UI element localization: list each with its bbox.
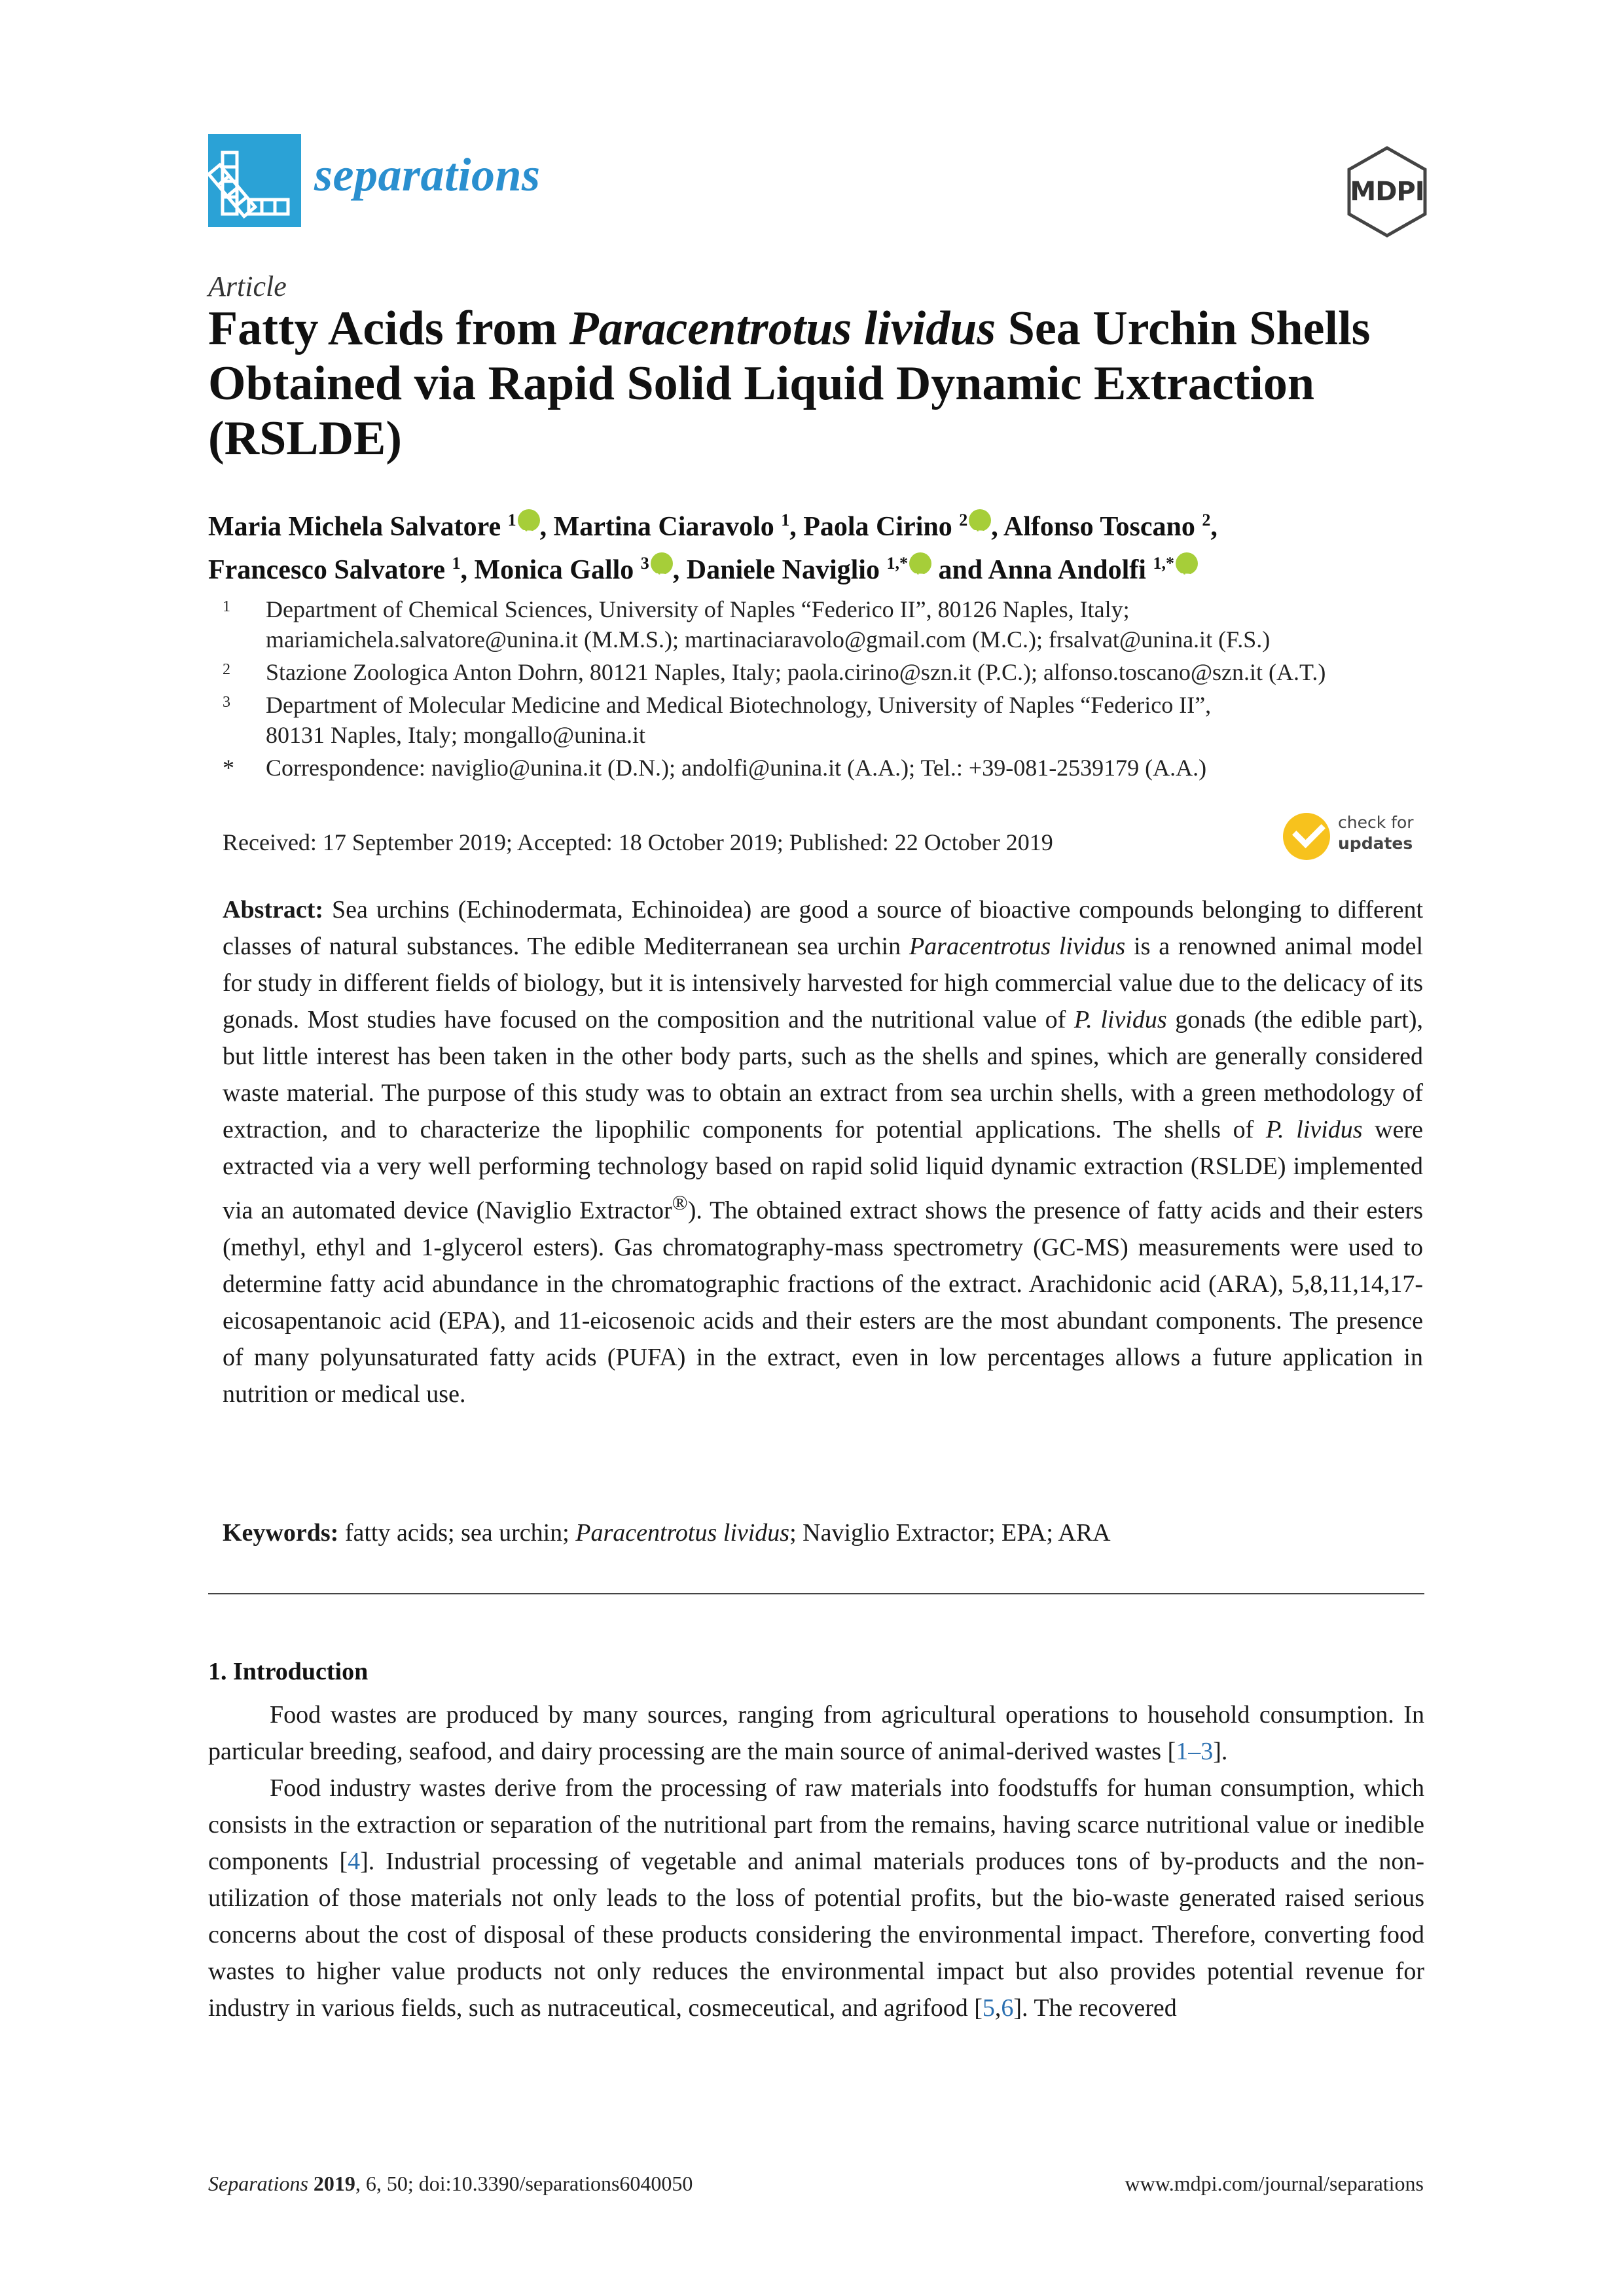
abstract-text: gonads (the edible part), but little interest has been taken in the other body parts, such as the shells and spines, which are generally considered waste material. The purpose of this study was to obtain an extract from sea urchin shells, with a green methodology of extraction, and to characterize the lipophilic components for potential applications. The shells of [223, 1006, 1424, 1143]
text: , [994, 1994, 1001, 2022]
author-name[interactable]: Anna Andolfi [988, 555, 1146, 585]
footer-citation [208, 2172, 693, 2196]
orcid-icon[interactable] [651, 552, 673, 575]
affiliation-number: 3 [223, 694, 230, 711]
abstract-text: were extracted via a very well performing technology based on rapid solid liquid dynamic extraction (RSLDE) implemented via an automated device (Naviglio Extractor [223, 1116, 1424, 1225]
author-affiliation-sup: 2 [1202, 511, 1211, 529]
title-part: Sea Urchin Shells Obtained via Rapid Solid Liquid Dynamic Extraction (RSLDE) [208, 302, 1371, 465]
check-for-updates-label: check for [1338, 813, 1414, 832]
affiliation-line: Correspondence: naviglio@unina.it (D.N.); andolfi@unina.it (A.A.); Tel.: +39-081-2539179 (A.A.) [266, 755, 1207, 781]
affiliation-item [223, 690, 1466, 750]
author-affiliation-sup: 1 [452, 554, 461, 573]
author-affiliation-sup: 1,* [886, 554, 908, 573]
keywords-text: ; Naviglio Extractor; EPA; ARA [789, 1519, 1111, 1547]
paragraph [208, 1696, 1424, 1770]
introduction-body [208, 1696, 1424, 2026]
article-type: Article [208, 270, 287, 302]
author-name[interactable]: Paola Cirino [803, 512, 952, 542]
mdpi-logo-text: MDPI [1350, 177, 1424, 207]
orcid-icon[interactable] [1176, 552, 1198, 575]
author-affiliation-sup: 1 [507, 511, 516, 529]
affiliation-number: 2 [223, 661, 230, 678]
text: ]. [1213, 1738, 1228, 1765]
text: Food industry wastes derive from the processing of raw materials into foodstuffs for human consumption, which consists in the extraction or separation of the nutritional part from the remains, having scarce nutritional value or inedible components [ [208, 1774, 1424, 1875]
footer-journal: Separations [208, 2172, 308, 2195]
abstract-text: is a renowned animal model for study in different fields of biology, but it is intensively harvested for high commercial value due to the delicacy of its gonads. Most studies have focused on the composition and the nutritional value of [223, 933, 1423, 1033]
publication-dates: Received: 17 September 2019; Accepted: 18 October 2019; Published: 22 October 2019 [223, 829, 1053, 855]
author-name[interactable]: Monica Gallo [474, 555, 634, 585]
author-name[interactable]: Maria Michela Salvatore [208, 512, 501, 542]
authors-and: and [938, 555, 983, 585]
author-list: Maria Michela Salvatore $^1$iD , Martina Ciaravolo $^1$, Paola Cirino $^2$iD , Alfonso Toscano $^2$, Francesco Salvatore $^1$, Monica Gallo $^3$iD , Daniele Naviglio $^{1,*}$iD and Anna Andolfi $^{1,*}$iD [208, 505, 1452, 592]
affiliation-line: Stazione Zoologica Anton Dohrn, 80121 Naples, Italy; paola.cirino@szn.it (P.C.); alfonso.toscano@szn.it (A.T.) [266, 659, 1326, 685]
affiliation-item [223, 753, 1466, 783]
orcid-icon[interactable] [909, 552, 931, 575]
footer-year: 2019 [308, 2172, 355, 2195]
footer-doi[interactable]: , 6, 50; doi:10.3390/separations6040050 [355, 2172, 693, 2195]
affiliation-line: Department of Molecular Medicine and Medical Biotechnology, University of Naples “Federico II”, [266, 692, 1212, 718]
keywords-text: fatty acids; sea urchin; [338, 1519, 576, 1547]
affiliations [223, 594, 1466, 785]
text: ]. The recovered [1013, 1994, 1177, 2022]
abstract [223, 891, 1423, 1412]
keywords-label: Keywords: [223, 1519, 339, 1547]
abstract-species: P. lividus [1265, 1116, 1363, 1143]
check-icon [1283, 813, 1330, 860]
affiliation-item [223, 594, 1466, 655]
footer-url[interactable]: www.mdpi.com/journal/separations [1125, 2172, 1424, 2195]
paragraph [208, 1770, 1424, 2026]
affiliation-number: * [223, 755, 234, 781]
affiliation-line: mariamichela.salvatore@unina.it (M.M.S.); martinaciaravolo@gmail.com (M.C.); frsalvat@unina.it (F.S.) [266, 626, 1271, 653]
author-affiliation-sup: 1 [781, 511, 790, 529]
section-divider [208, 1593, 1424, 1594]
abstract-species: P. lividus [1074, 1006, 1167, 1033]
title-part: Fatty Acids from [208, 302, 569, 355]
check-for-updates-button[interactable] [1283, 810, 1440, 863]
author-affiliation-sup: 2 [959, 511, 968, 529]
article-title [208, 301, 1452, 466]
journal-logo-icon [208, 134, 301, 227]
affiliation-number: 1 [223, 598, 230, 615]
author-name[interactable]: Alfonso Toscano [1003, 512, 1195, 542]
section-heading: 1. Introduction [208, 1658, 369, 1685]
citation-link[interactable]: 5 [982, 1994, 995, 2022]
text: ]. Industrial processing of vegetable and animal materials produces tons of by-products and the non-utilization of those materials not only leads to the loss of potential profits, but the bio-waste generated raised serious concerns about the cost of disposal of these products considering the environmental impact. Therefore, converting food wastes to higher value products not only reduces the environmental impact but also provides potential revenue for industry in various fields, such as nutraceutical, cosmeceutical, and agrifood [ [208, 1848, 1424, 2022]
abstract-label: Abstract: [223, 896, 324, 924]
keywords-species: Paracentrotus lividus [575, 1519, 790, 1547]
author-name[interactable]: Francesco Salvatore [208, 555, 445, 585]
mdpi-logo[interactable] [1345, 145, 1429, 238]
affiliation-item [223, 657, 1466, 687]
title-species: Paracentrotus lividus [569, 302, 996, 355]
author-affiliation-sup: 1,* [1153, 554, 1174, 573]
keywords [223, 1518, 1423, 1547]
citation-link[interactable]: 6 [1001, 1994, 1014, 2022]
orcid-icon[interactable] [969, 509, 991, 531]
affiliation-line: Department of Chemical Sciences, University of Naples “Federico II”, 80126 Naples, Italy; [266, 596, 1130, 622]
abstract-text: Sea urchins (Echinodermata, Echinoidea) are good a source of bioactive compounds belonging to different classes of natural substances. The edible Mediterranean sea urchin [223, 896, 1423, 960]
citation-link[interactable]: 4 [348, 1848, 361, 1875]
author-name[interactable]: Daniele Naviglio [686, 555, 880, 585]
registered-mark: ® [672, 1191, 688, 1214]
orcid-icon[interactable] [518, 509, 540, 531]
abstract-text: ). The obtained extract shows the presence of fatty acids and their esters (methyl, ethyl and 1-glycerol esters). Gas chromatography-mass spectrometry (GC-MS) measurements were used to determine fatty acid abundance in the chromatographic fractions of the extract. Arachidonic acid (ARA), 5,8,11,14,17-eicosapentanoic acid (EPA), and 11-eicosenoic acids and their esters are the most abundant components. The presence of many polyunsaturated fatty acids (PUFA) in the extract, even in low percentages allows a future application in nutrition or medical use. [223, 1196, 1423, 1408]
journal-name[interactable]: separations [314, 149, 541, 201]
author-affiliation-sup: 3 [640, 554, 649, 573]
check-for-updates-label: updates [1338, 834, 1413, 853]
abstract-species: Paracentrotus lividus [909, 933, 1126, 960]
affiliation-line: 80131 Naples, Italy; mongallo@unina.it [266, 722, 646, 748]
author-name[interactable]: Martina Ciaravolo [553, 512, 774, 542]
text: Food wastes are produced by many sources, ranging from agricultural operations to household consumption. In particular breeding, seafood, and dairy processing are the main source of animal-derived wastes [ [208, 1701, 1424, 1765]
citation-link[interactable]: 1–3 [1176, 1738, 1214, 1765]
